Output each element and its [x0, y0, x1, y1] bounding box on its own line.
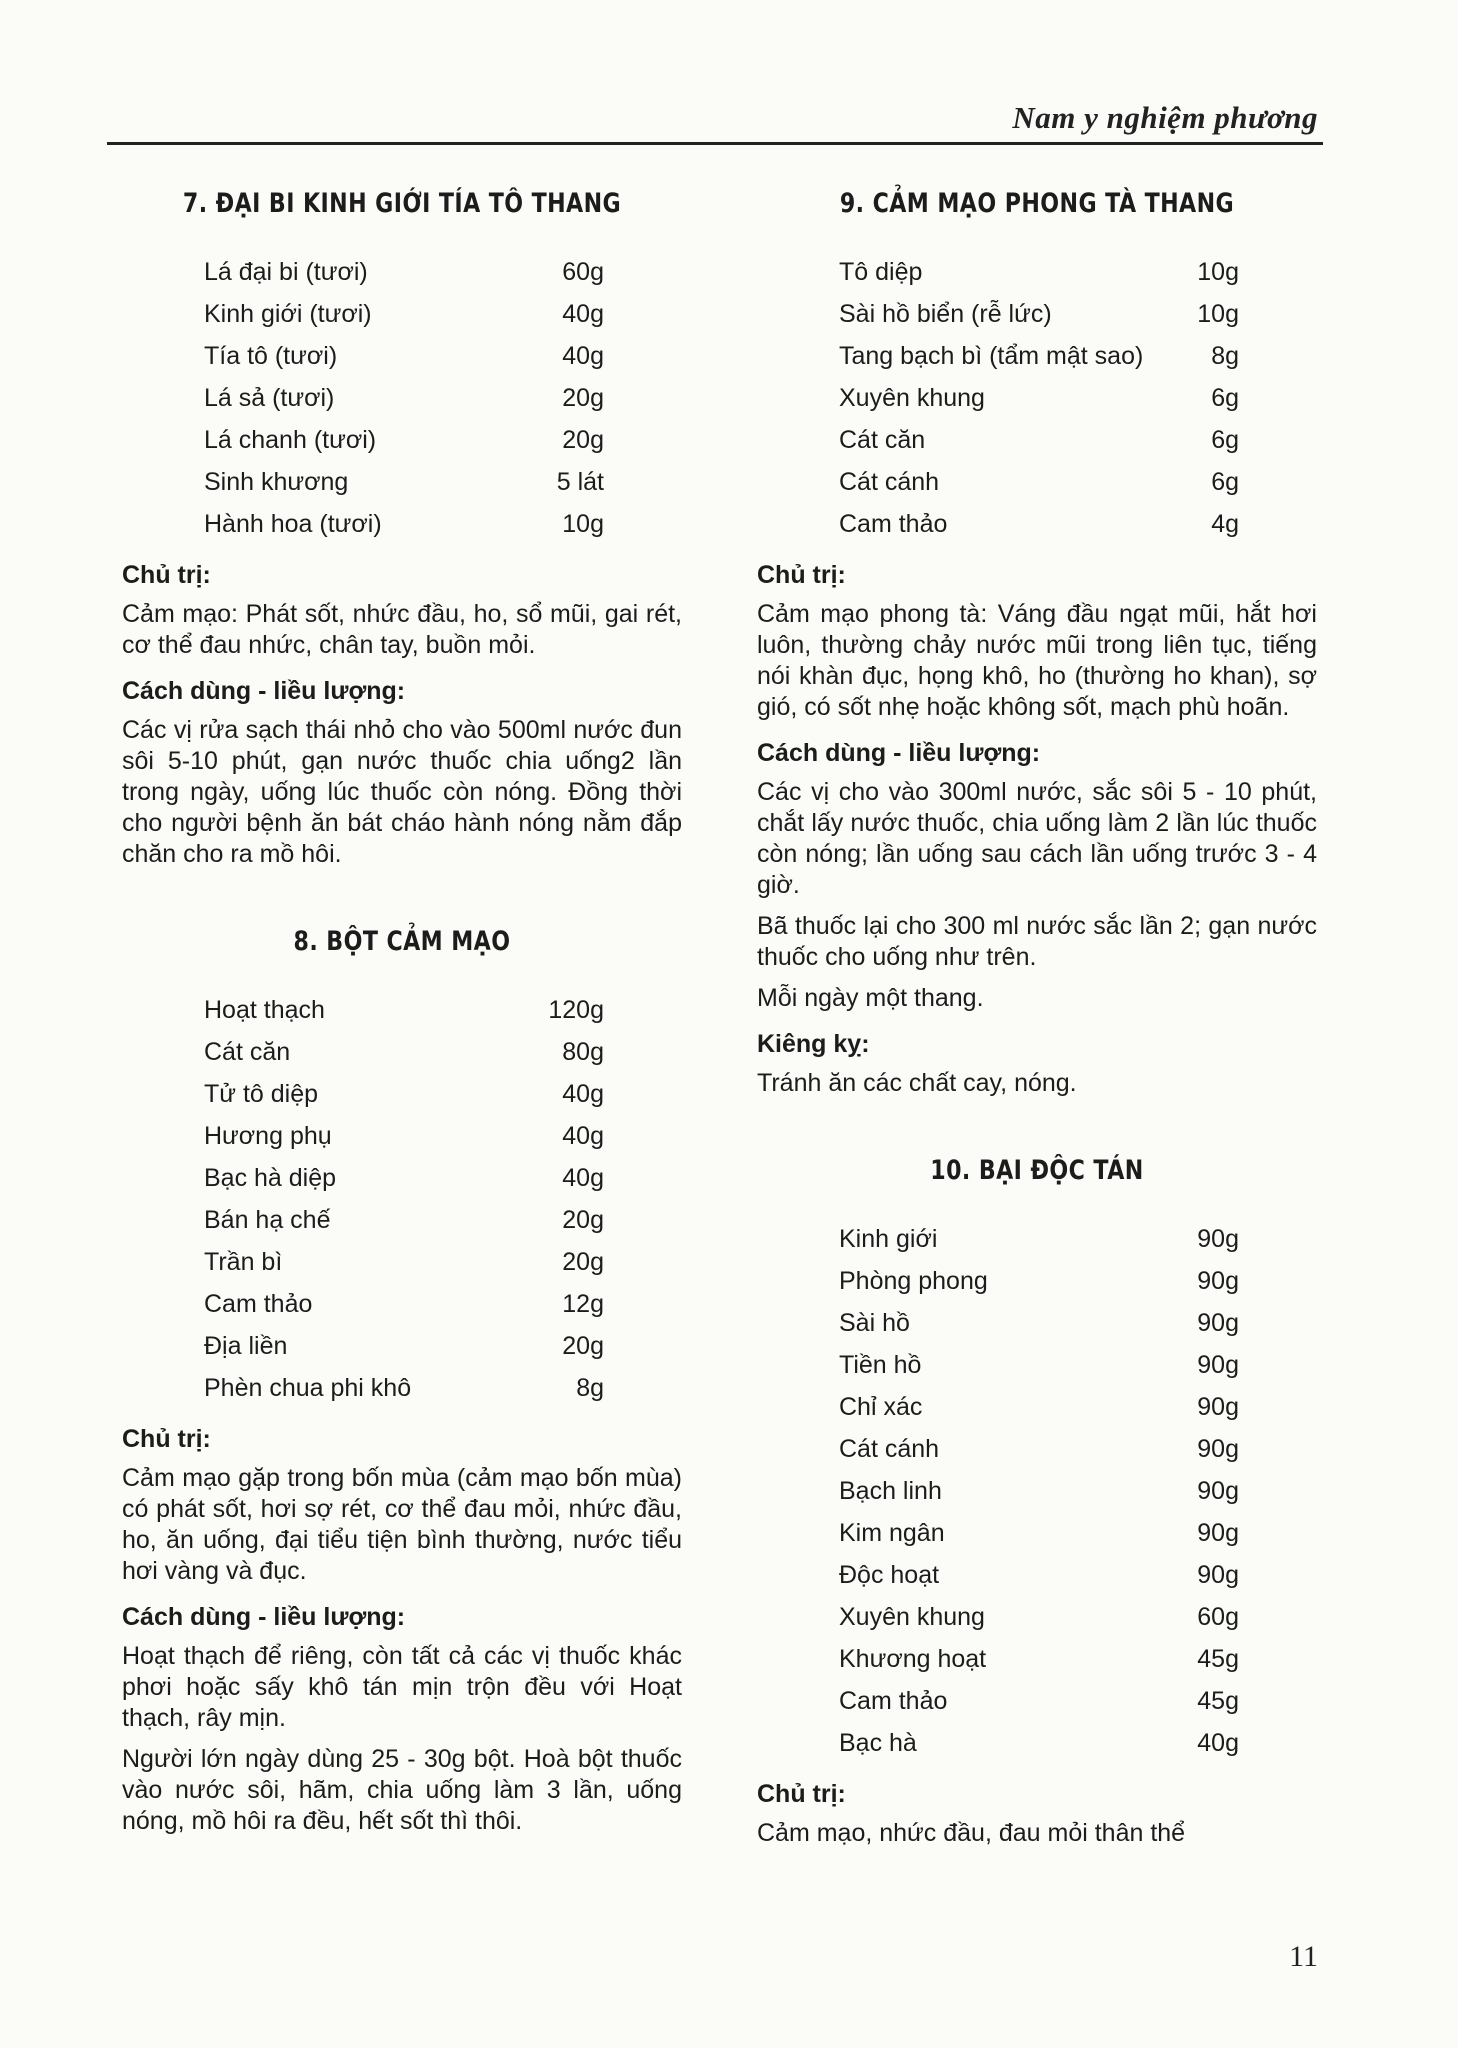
- ingredient-row: [204, 1199, 604, 1241]
- section-9-usage-label: Cách dùng - liều lượng:: [757, 739, 1041, 767]
- ingredient-amount: 40g: [1197, 1729, 1239, 1757]
- ingredient-row: [204, 461, 604, 503]
- ingredient-name: Tang bạch bì (tẩm mật sao): [839, 342, 1144, 370]
- ingredient-name: Địa liền: [204, 1332, 288, 1360]
- ingredient-amount: 80g: [562, 1038, 604, 1066]
- ingredient-amount: 10g: [1197, 300, 1239, 328]
- ingredient-amount: 45g: [1197, 1687, 1239, 1715]
- ingredient-row: [839, 251, 1239, 293]
- ingredient-amount: 40g: [562, 1164, 604, 1192]
- running-header-title: Nam y nghiệm phương: [1012, 100, 1318, 135]
- ingredient-row: [204, 1283, 604, 1325]
- ingredient-name: Cát căn: [204, 1038, 291, 1066]
- ingredient-name: Sài hồ biển (rễ lức): [839, 300, 1052, 328]
- ingredient-amount: 90g: [1197, 1519, 1239, 1547]
- ingredient-amount: 10g: [1197, 258, 1239, 286]
- ingredient-name: Kinh giới: [839, 1225, 938, 1253]
- section-9-avoid-label: Kiêng kỵ:: [757, 1030, 870, 1058]
- ingredient-name: Lá chanh (tươi): [204, 426, 377, 454]
- ingredient-amount: 90g: [1197, 1477, 1239, 1505]
- ingredient-row: [839, 335, 1239, 377]
- ingredient-name: Bạc hà: [839, 1729, 917, 1757]
- ingredient-row: [204, 251, 604, 293]
- left-column: [122, 180, 682, 1847]
- ingredient-name: Lá sả (tươi): [204, 384, 335, 412]
- ingredient-name: Phèn chua phi khô: [204, 1374, 412, 1402]
- ingredient-row: [204, 503, 604, 545]
- ingredient-amount: 4g: [1211, 510, 1239, 538]
- ingredient-name: Cam thảo: [204, 1290, 313, 1318]
- ingredient-name: Cát cánh: [839, 468, 940, 496]
- ingredient-row: [839, 1470, 1239, 1512]
- section-10-title: 10. BẠI ĐỘC TÁN: [930, 1155, 1144, 1186]
- ingredient-row: [839, 1260, 1239, 1302]
- section-8-title: 8. BỘT CẢM MẠO: [293, 926, 511, 957]
- section-10-indication: Cảm mạo, nhức đầu, đau mỏi thân thể: [757, 1819, 1186, 1847]
- ingredient-row: [839, 1596, 1239, 1638]
- ingredient-amount: 90g: [1197, 1561, 1239, 1589]
- section-9-usage-3: Mỗi ngày một thang.: [757, 984, 984, 1012]
- ingredient-amount: 90g: [1197, 1267, 1239, 1295]
- ingredient-amount: 40g: [562, 1080, 604, 1108]
- ingredient-amount: 6g: [1211, 468, 1239, 496]
- ingredient-name: Cam thảo: [839, 510, 948, 538]
- ingredient-row: [204, 1073, 604, 1115]
- ingredient-row: [204, 335, 604, 377]
- section-8-usage: Hoạt thạch để riêng, còn tất cả các vị thuốc khác phơi hoặc sấy khô tán mịn trộn đều với Hoạt thạch, rây mịn.: [122, 1642, 682, 1732]
- section-10-indication-label: Chủ trị:: [757, 1780, 846, 1808]
- ingredient-amount: 8g: [576, 1374, 604, 1402]
- ingredient-amount: 20g: [562, 1332, 604, 1360]
- section-8-indication-label: Chủ trị:: [122, 1425, 211, 1453]
- section-8-usage-label: Cách dùng - liều lượng:: [122, 1603, 406, 1631]
- ingredient-amount: 120g: [548, 996, 604, 1024]
- ingredient-name: Sài hồ: [839, 1309, 910, 1337]
- ingredient-name: Tiền hồ: [839, 1351, 922, 1379]
- ingredient-name: Sinh khương: [204, 468, 349, 496]
- ingredient-amount: 40g: [562, 342, 604, 370]
- section-9-title: 9. CẢM MẠO PHONG TÀ THANG: [839, 188, 1235, 219]
- section-9-usage-2: Bã thuốc lại cho 300 ml nước sắc lần 2; gạn nước thuốc cho uống như trên.: [757, 912, 1317, 971]
- ingredient-name: Tô diệp: [839, 258, 923, 286]
- ingredient-name: Kim ngân: [839, 1519, 945, 1547]
- ingredient-row: [839, 293, 1239, 335]
- ingredient-name: Bạch linh: [839, 1477, 942, 1505]
- ingredient-row: [839, 419, 1239, 461]
- ingredient-amount: 20g: [562, 384, 604, 412]
- section-10-ingredients: [757, 1218, 1317, 1764]
- section-9-avoid: Tránh ăn các chất cay, nóng.: [757, 1069, 1077, 1097]
- ingredient-row: [839, 461, 1239, 503]
- ingredient-row: [204, 1115, 604, 1157]
- ingredient-name: Hành hoa (tươi): [204, 510, 382, 538]
- ingredient-row: [839, 1680, 1239, 1722]
- ingredient-name: Lá đại bi (tươi): [204, 258, 368, 286]
- ingredient-name: Cát cánh: [839, 1435, 940, 1463]
- ingredient-amount: 60g: [1197, 1603, 1239, 1631]
- ingredient-name: Khương hoạt: [839, 1645, 987, 1673]
- ingredient-name: Kinh giới (tươi): [204, 300, 372, 328]
- ingredient-amount: 6g: [1211, 384, 1239, 412]
- section-7-title: 7. ĐẠI BI KINH GIỚI TÍA TÔ THANG: [182, 188, 622, 219]
- ingredient-row: [839, 1386, 1239, 1428]
- ingredient-row: [839, 1722, 1239, 1764]
- ingredient-name: Chỉ xác: [839, 1393, 923, 1421]
- section-9-indication-label: Chủ trị:: [757, 561, 846, 589]
- ingredient-row: [204, 1157, 604, 1199]
- ingredient-row: [839, 377, 1239, 419]
- ingredient-amount: 10g: [562, 510, 604, 538]
- ingredient-name: Bán hạ chế: [204, 1206, 331, 1234]
- header-rule: [107, 142, 1323, 145]
- section-7-usage: Các vị rửa sạch thái nhỏ cho vào 500ml nước đun sôi 5-10 phút, gạn nước thuốc chia uống2 lần trong ngày, uống lúc thuốc còn nóng. Đồng thời cho người bệnh ăn bát cháo hành nóng nằm đắp chăn cho ra mồ hôi.: [122, 716, 682, 868]
- ingredient-row: [839, 1302, 1239, 1344]
- ingredient-amount: 20g: [562, 426, 604, 454]
- ingredient-amount: 20g: [562, 1206, 604, 1234]
- ingredient-amount: 90g: [1197, 1225, 1239, 1253]
- section-9-usage: Các vị cho vào 300ml nước, sắc sôi 5 - 10 phút, chắt lấy nước thuốc, chia uống làm 2 lần lúc thuốc còn nóng; lần uống sau cách lần uống trước 3 - 4 giờ.: [757, 778, 1317, 899]
- ingredient-row: [839, 1554, 1239, 1596]
- ingredient-amount: 12g: [562, 1290, 604, 1318]
- ingredient-row: [204, 1325, 604, 1367]
- ingredient-name: Xuyên khung: [839, 384, 985, 412]
- ingredient-name: Cam thảo: [839, 1687, 948, 1715]
- ingredient-amount: 6g: [1211, 426, 1239, 454]
- ingredient-name: Hoạt thạch: [204, 996, 325, 1024]
- ingredient-amount: 90g: [1197, 1351, 1239, 1379]
- ingredient-name: Xuyên khung: [839, 1603, 985, 1631]
- ingredient-row: [839, 1512, 1239, 1554]
- ingredient-name: Tía tô (tươi): [204, 342, 338, 370]
- ingredient-amount: 60g: [562, 258, 604, 286]
- ingredient-row: [839, 1428, 1239, 1470]
- ingredient-amount: 20g: [562, 1248, 604, 1276]
- ingredient-row: [839, 1344, 1239, 1386]
- section-7-indication: Cảm mạo: Phát sốt, nhức đầu, ho, sổ mũi, gai rét, cơ thể đau nhức, chân tay, buồn mỏi.: [122, 600, 682, 659]
- ingredient-amount: 90g: [1197, 1435, 1239, 1463]
- section-8-indication: Cảm mạo gặp trong bốn mùa (cảm mạo bốn mùa) có phát sốt, hơi sợ rét, cơ thể đau mỏi, nhức đầu, ho, ăn uống, đại tiểu tiện bình thường, nước tiểu hơi vàng và đục.: [122, 1464, 682, 1585]
- ingredient-amount: 90g: [1197, 1393, 1239, 1421]
- ingredient-amount: 90g: [1197, 1309, 1239, 1337]
- ingredient-amount: 8g: [1211, 342, 1239, 370]
- section-7-indication-label: Chủ trị:: [122, 561, 211, 589]
- ingredient-name: Bạc hà diệp: [204, 1164, 337, 1192]
- ingredient-row: [839, 503, 1239, 545]
- ingredient-row: [204, 1367, 604, 1409]
- ingredient-row: [204, 377, 604, 419]
- ingredient-name: Trần bì: [204, 1248, 283, 1276]
- section-8-usage-2: Người lớn ngày dùng 25 - 30g bột. Hoà bột thuốc vào nước sôi, hãm, chia uống làm 3 lần, uống nóng, mồ hôi ra đều, hết sốt thì thôi.: [122, 1745, 682, 1835]
- ingredient-row: [839, 1218, 1239, 1260]
- ingredient-row: [204, 989, 604, 1031]
- ingredient-row: [204, 293, 604, 335]
- section-9-indication: Cảm mạo phong tà: Váng đầu ngạt mũi, hắt hơi luôn, thường chảy nước mũi trong liên tục, tiếng nói khàn đục, họng khô, ho (thường ho khan), sợ gió, có sốt nhẹ hoặc không sốt, mạch phù hoãn.: [757, 600, 1317, 721]
- ingredient-amount: 5 lát: [556, 468, 604, 496]
- section-9-ingredients: [757, 251, 1317, 545]
- ingredient-row: [204, 419, 604, 461]
- ingredient-row: [204, 1241, 604, 1283]
- section-7-usage-label: Cách dùng - liều lượng:: [122, 677, 406, 705]
- ingredient-row: [839, 1638, 1239, 1680]
- ingredient-name: Độc hoạt: [839, 1561, 940, 1589]
- ingredient-name: Tử tô diệp: [204, 1080, 319, 1108]
- ingredient-amount: 40g: [562, 300, 604, 328]
- page-number: 11: [1289, 1940, 1318, 1973]
- ingredient-amount: 45g: [1197, 1645, 1239, 1673]
- ingredient-amount: 40g: [562, 1122, 604, 1150]
- ingredient-row: [204, 1031, 604, 1073]
- section-7-ingredients: [122, 251, 682, 545]
- ingredient-name: Hương phụ: [204, 1122, 332, 1150]
- section-8-ingredients: [122, 989, 682, 1409]
- ingredient-name: Cát căn: [839, 426, 926, 454]
- right-column: [757, 180, 1317, 1859]
- ingredient-name: Phòng phong: [839, 1267, 988, 1295]
